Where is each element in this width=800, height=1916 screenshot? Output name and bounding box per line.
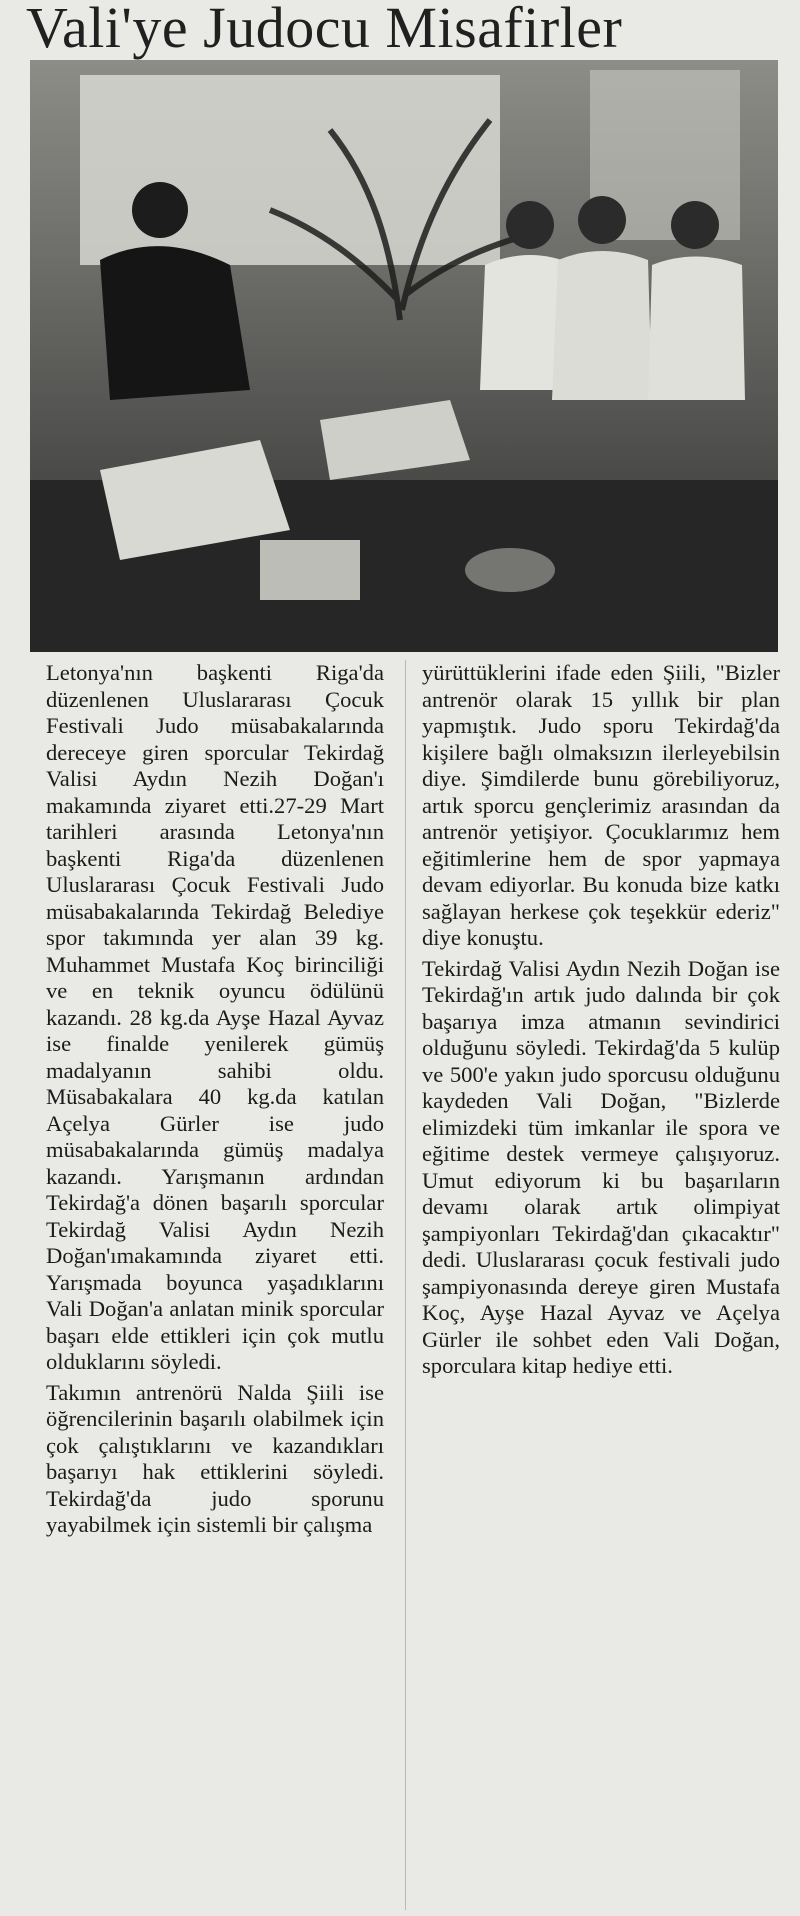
news-photo-icon [30, 60, 778, 652]
column-divider [405, 660, 406, 1910]
paragraph: yürüttüklerini ifade eden Şiili, "Bizler antrenör olarak 15 yıllık bir plan yapmıştık. Judo sporu Tekirdağ'da kişilere bağlı olmaksızın ilerleyebilsin diye. Şimdilerde bunu görebiliyoruz, artık sporcu gençlerimiz arasından da antrenör yetişiyor. Çocuklarımız hem eğitimlerine hem de spor yapmaya devam ediyorlar. Bu konuda bize katkı sağlayan herkese çok teşekkür ederiz" diye konuştu. [422, 660, 780, 950]
article-headline: Vali'ye Judocu Misafirler [26, 0, 623, 60]
article-column-left [46, 660, 384, 1910]
paragraph: Tekirdağ Valisi Aydın Nezih Doğan ise Tekirdağ'ın artık judo dalında bir çok başarıya imza atmanın sevindirici olduğunu söyledi. Tekirdağ'da 5 kulüp ve 500'e yakın judo sporcusu olduğunu kaydeden Vali Doğan, "Bizlerde elimizdeki tüm imkanlar ile spora ve eğitime destek vermeye çalışıyoruz. Umut ediyorum ki bu başarıların devamı olarak artık olimpiyat şampiyonları Tekirdağ'dan çıkacaktır" dedi. Uluslararası çocuk festivali judo şampiyonasında dereye giren Mustafa Koç, Ayşe Hazal Ayvaz ve Açelya Gürler ile sohbet eden Vali Doğan, sporculara kitap hediye etti. [422, 955, 780, 1378]
paragraph: Letonya'nın başkenti Riga'da düzenlenen Uluslararası Çocuk Festivali Judo müsabakalarında dereceye giren sporcular Tekirdağ Valisi Aydın Nezih Doğan'ı makamında ziyaret etti.27-29 Mart tarihleri arasında Letonya'nın başkenti Riga'da düzenlenen Uluslararası Çocuk Festivali Judo müsabakalarında Tekirdağ Belediye spor takımında yer alan 39 kg. Muhammet Mustafa Koç birinciliği ve en teknik oyuncu ödülünü kazandı. 28 kg.da Ayşe Hazal Ayvaz ise finalde yenilerek gümüş madalyanın sahibi oldu. Müsabakalara 40 kg.da katılan Açelya Gürler ise judo müsabakalarında gümüş madalya kazandı. Yarışmanın ardından Tekirdağ'a dönen başarılı sporcular Tekirdağ Valisi Aydın Nezih Doğan'ımakamında ziyaret etti. Yarışmada boyunca yaşadıklarını Vali Doğan'a anlatan minik sporcular başarı elde ettikleri için çok mutlu olduklarını söyledi. [46, 660, 384, 1374]
paragraph: Takımın antrenörü Nalda Şiili ise öğrencilerinin başarılı olabilmek için çok çalıştıklarını ve kazandıkları başarıyı hak ettiklerini söyledi. Tekirdağ'da judo sporunu yayabilmek için sistemli bir çalışma [46, 1379, 384, 1537]
article-column-right [422, 660, 780, 1910]
photo-illustration [30, 60, 778, 652]
